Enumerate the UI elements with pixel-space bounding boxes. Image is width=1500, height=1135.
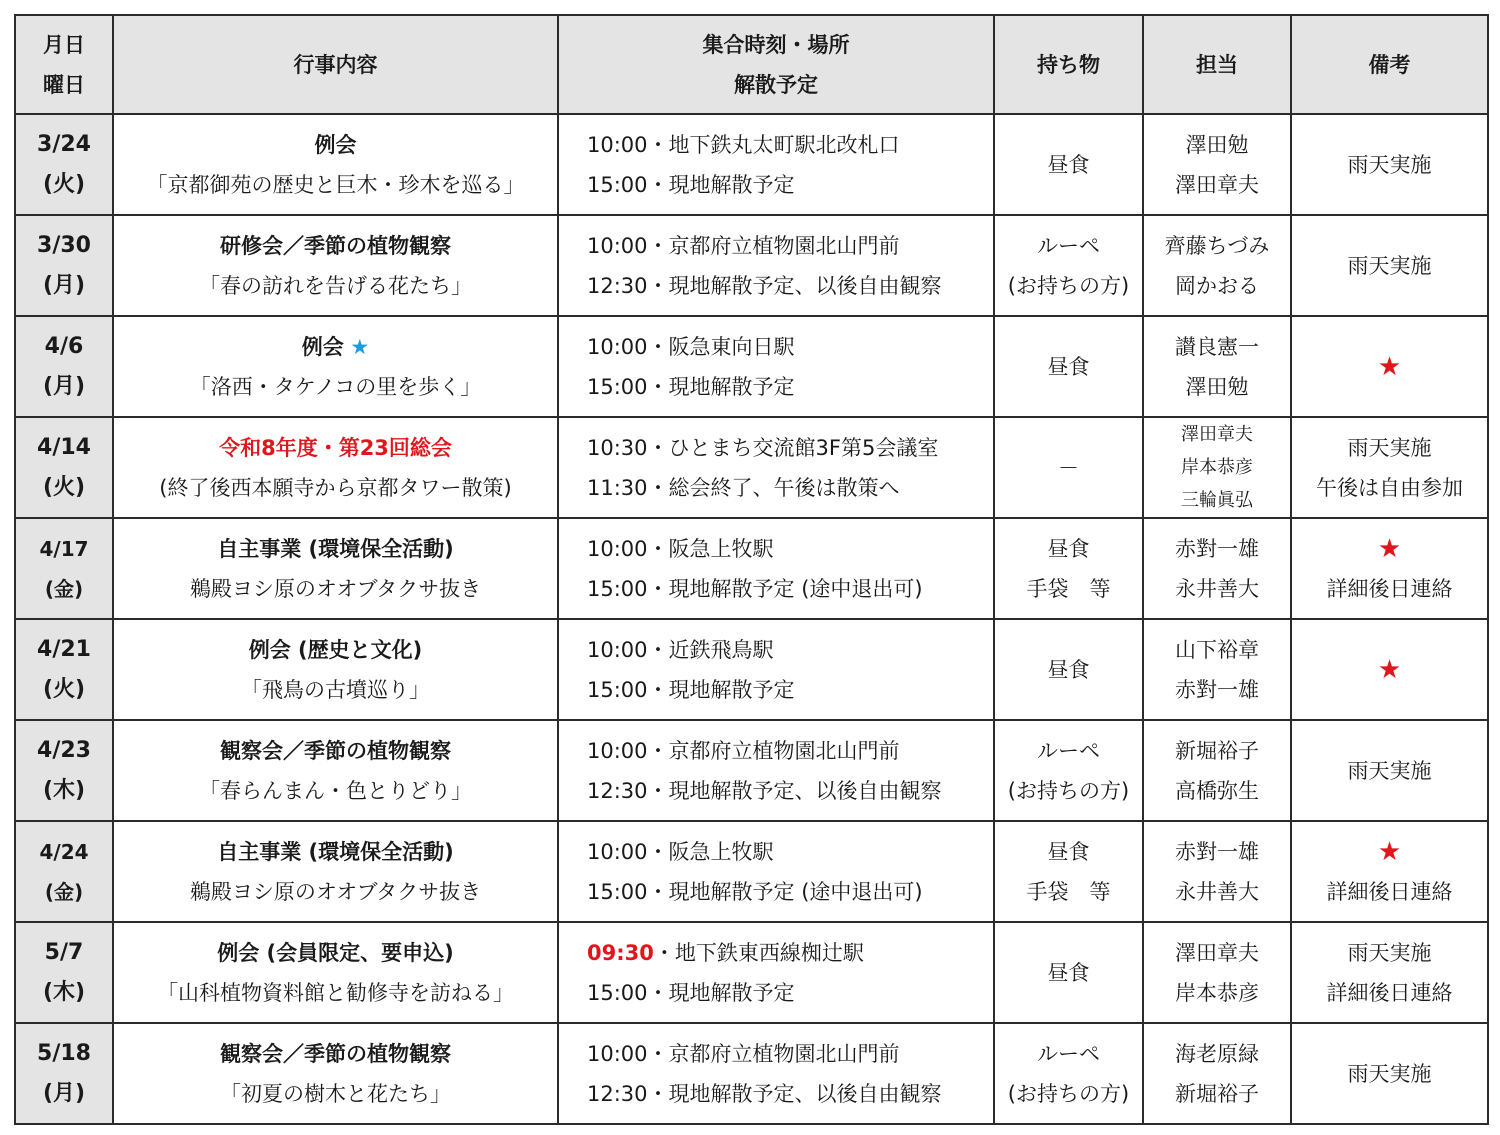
item: 昼食 — [1047, 354, 1090, 379]
item: 手袋 等 — [1026, 879, 1111, 904]
notes-cell — [1291, 821, 1488, 922]
table-row — [15, 720, 1488, 821]
date-cell — [15, 821, 113, 922]
meeting-cell — [558, 720, 994, 821]
meeting-place: ・京都府立植物園北山門前 — [647, 1041, 900, 1066]
meeting-place: ・京都府立植物園北山門前 — [647, 738, 900, 763]
note: 雨天実施 — [1347, 940, 1432, 965]
header-event: 行事内容 — [113, 15, 558, 114]
event-title: 例会 (歴史と文化) — [248, 637, 423, 662]
event-subtitle: 「飛鳥の古墳巡り」 — [241, 677, 430, 702]
staff-name: 澤田章夫 — [1175, 172, 1259, 197]
header-meeting — [558, 15, 994, 114]
weekday: (木) — [42, 777, 86, 803]
event-cell — [113, 1023, 558, 1124]
staff-name: 岡かおる — [1175, 273, 1259, 298]
table-row — [15, 518, 1488, 619]
event-subtitle: 「初夏の樹木と花たち」 — [220, 1081, 451, 1106]
date: 5/7 — [44, 939, 84, 965]
meeting-cell — [558, 316, 994, 417]
items-cell — [994, 518, 1143, 619]
event-subtitle: 鵜殿ヨシ原のオオブタクサ抜き — [189, 879, 482, 904]
meeting-time: 10:00 — [587, 1041, 648, 1066]
item: ルーペ — [1037, 738, 1100, 763]
staff-name: 赤對一雄 — [1175, 677, 1259, 702]
staff-cell — [1143, 922, 1291, 1023]
date: 4/14 — [37, 434, 91, 460]
event-subtitle: 「洛西・タケノコの里を歩く」 — [189, 374, 482, 399]
meeting-time: 10:00 — [587, 738, 648, 763]
note: 雨天実施 — [1347, 758, 1432, 783]
header-meeting-line1: 集合時刻・場所 — [702, 32, 850, 57]
event-subtitle: (終了後西本願寺から京都タワー散策) — [159, 475, 512, 500]
staff-name: 新堀裕子 — [1175, 738, 1259, 763]
star-icon: ★ — [1377, 533, 1402, 564]
header-items: 持ち物 — [994, 15, 1143, 114]
items-cell — [994, 114, 1143, 215]
staff-name: 赤對一雄 — [1175, 839, 1259, 864]
meeting-time: 10:00 — [587, 839, 648, 864]
meeting-time: 10:00 — [587, 334, 648, 359]
items-cell — [994, 417, 1143, 518]
date-cell — [15, 114, 113, 215]
note: 雨天実施 — [1347, 1061, 1432, 1086]
note: 詳細後日連絡 — [1326, 980, 1453, 1005]
notes-cell — [1291, 316, 1488, 417]
dismiss-note: ・現地解散予定、以後自由観察 — [647, 1081, 942, 1106]
note: 雨天実施 — [1347, 253, 1432, 278]
date: 4/6 — [44, 333, 84, 359]
event-title: 例会 — [314, 132, 357, 157]
weekday: (木) — [42, 979, 86, 1005]
items-cell — [994, 1023, 1143, 1124]
event-title: 例会 (会員限定、要申込) — [217, 940, 454, 965]
meeting-place: ・地下鉄東西線椥辻駅 — [653, 940, 864, 965]
date-cell — [15, 417, 113, 518]
staff-name: 海老原緑 — [1175, 1041, 1259, 1066]
staff-cell — [1143, 619, 1291, 720]
notes-cell — [1291, 1023, 1488, 1124]
event-subtitle: 「山科植物資料館と勧修寺を訪ねる」 — [157, 980, 514, 1005]
item: 昼食 — [1047, 839, 1090, 864]
item: 手袋 等 — [1026, 576, 1111, 601]
date: 4/23 — [37, 737, 91, 763]
item: 昼食 — [1047, 152, 1090, 177]
notes-cell — [1291, 619, 1488, 720]
table-row — [15, 922, 1488, 1023]
notes-cell — [1291, 215, 1488, 316]
dismiss-time: 12:30 — [587, 1081, 648, 1106]
staff-name: 永井善大 — [1175, 879, 1259, 904]
staff-name: 澤田勉 — [1185, 374, 1249, 399]
staff-cell — [1143, 215, 1291, 316]
dismiss-note: ・総会終了、午後は散策へ — [647, 475, 900, 500]
date-cell — [15, 316, 113, 417]
dismiss-note: ・現地解散予定 (途中退出可) — [647, 879, 923, 904]
dismiss-time: 15:00 — [587, 980, 648, 1005]
notes-cell — [1291, 518, 1488, 619]
item: 昼食 — [1047, 960, 1090, 985]
items-cell — [994, 215, 1143, 316]
staff-name: 岸本恭彦 — [1175, 980, 1259, 1005]
dismiss-time: 12:30 — [587, 273, 648, 298]
staff-name: 三輪眞弘 — [1181, 490, 1253, 511]
weekday: (月) — [42, 272, 86, 298]
event-subtitle: 「京都御苑の歴史と巨木・珍木を巡る」 — [146, 172, 525, 197]
staff-cell — [1143, 1023, 1291, 1124]
note: 詳細後日連絡 — [1326, 576, 1453, 601]
meeting-place: ・京都府立植物園北山門前 — [647, 233, 900, 258]
dismiss-time: 15:00 — [587, 374, 648, 399]
dismiss-note: ・現地解散予定 (途中退出可) — [647, 576, 923, 601]
staff-name: 赤對一雄 — [1175, 536, 1259, 561]
weekday: (火) — [42, 171, 86, 197]
dismiss-note: ・現地解散予定 — [647, 677, 795, 702]
table-row — [15, 1023, 1488, 1124]
meeting-cell — [558, 1023, 994, 1124]
event-cell — [113, 215, 558, 316]
note: 午後は自由参加 — [1316, 475, 1463, 500]
notes-cell — [1291, 114, 1488, 215]
date-cell — [15, 215, 113, 316]
header-notes: 備考 — [1291, 15, 1488, 114]
meeting-place: ・ひとまち交流館3F第5会議室 — [647, 435, 939, 460]
dismiss-note: ・現地解散予定、以後自由観察 — [647, 273, 942, 298]
meeting-time: 10:00 — [587, 637, 648, 662]
meeting-cell — [558, 619, 994, 720]
meeting-time: 10:00 — [587, 536, 648, 561]
event-title: 令和8年度・第23回総会 — [219, 435, 452, 460]
event-cell — [113, 518, 558, 619]
meeting-cell — [558, 518, 994, 619]
staff-cell — [1143, 417, 1291, 518]
staff-cell — [1143, 720, 1291, 821]
table-row — [15, 821, 1488, 922]
event-cell — [113, 922, 558, 1023]
star-icon: ★ — [1377, 836, 1402, 867]
header-meeting-line2: 解散予定 — [734, 72, 818, 97]
staff-name: 永井善大 — [1175, 576, 1259, 601]
dismiss-note: ・現地解散予定、以後自由観察 — [647, 778, 942, 803]
dismiss-time: 15:00 — [587, 576, 648, 601]
weekday: (火) — [42, 474, 86, 500]
staff-name: 新堀裕子 — [1175, 1081, 1259, 1106]
staff-name: 岸本恭彦 — [1181, 457, 1253, 478]
date-cell — [15, 922, 113, 1023]
meeting-place: ・近鉄飛鳥駅 — [647, 637, 774, 662]
notes-cell — [1291, 922, 1488, 1023]
item: ルーペ — [1037, 1041, 1100, 1066]
schedule-table — [14, 14, 1489, 1125]
staff-cell — [1143, 518, 1291, 619]
items-cell — [994, 922, 1143, 1023]
weekday: (金) — [44, 879, 84, 904]
weekday: (火) — [42, 676, 86, 702]
dismiss-time: 12:30 — [587, 778, 648, 803]
meeting-place: ・阪急上牧駅 — [647, 536, 774, 561]
item: (お持ちの方) — [1007, 1081, 1130, 1106]
notes-cell — [1291, 720, 1488, 821]
meeting-cell — [558, 215, 994, 316]
event-cell — [113, 316, 558, 417]
event-subtitle: 「春らんまん・色とりどり」 — [199, 778, 472, 803]
staff-name: 山下裕章 — [1175, 637, 1259, 662]
staff-name: 澤田章夫 — [1175, 940, 1259, 965]
event-subtitle: 「春の訪れを告げる花たち」 — [199, 273, 472, 298]
item: 昼食 — [1047, 536, 1090, 561]
event-cell — [113, 720, 558, 821]
meeting-time: 10:30 — [587, 435, 648, 460]
meeting-time: 10:00 — [587, 233, 648, 258]
event-cell — [113, 821, 558, 922]
items-cell — [994, 316, 1143, 417]
header-staff: 担当 — [1143, 15, 1291, 114]
dismiss-note: ・現地解散予定 — [647, 374, 795, 399]
weekday: (月) — [42, 373, 86, 399]
date: 3/24 — [37, 131, 91, 157]
date: 5/18 — [37, 1040, 91, 1066]
event-cell — [113, 619, 558, 720]
event-cell — [113, 417, 558, 518]
notes-cell — [1291, 417, 1488, 518]
meeting-cell — [558, 114, 994, 215]
meeting-cell — [558, 821, 994, 922]
date-cell — [15, 720, 113, 821]
header-row — [15, 15, 1488, 114]
dismiss-time: 11:30 — [587, 475, 648, 500]
item: － — [1058, 455, 1079, 480]
table-row — [15, 619, 1488, 720]
weekday: (金) — [44, 576, 84, 601]
item: (お持ちの方) — [1007, 778, 1130, 803]
header-date-line2: 曜日 — [43, 72, 85, 97]
dismiss-time: 15:00 — [587, 879, 648, 904]
staff-cell — [1143, 316, 1291, 417]
date: 4/17 — [39, 536, 89, 561]
date: 4/21 — [37, 636, 91, 662]
items-cell — [994, 821, 1143, 922]
event-title: 研修会／季節の植物観察 — [220, 233, 451, 258]
event-title: 観察会／季節の植物観察 — [220, 1041, 451, 1066]
event-title: 観察会／季節の植物観察 — [220, 738, 451, 763]
header-date-line1: 月日 — [43, 32, 85, 57]
header-date — [15, 15, 113, 114]
dismiss-note: ・現地解散予定 — [647, 980, 795, 1005]
meeting-place: ・地下鉄丸太町駅北改札口 — [647, 132, 900, 157]
staff-name: 讃良憲一 — [1175, 334, 1259, 359]
meeting-cell — [558, 922, 994, 1023]
note: 詳細後日連絡 — [1326, 879, 1453, 904]
event-cell — [113, 114, 558, 215]
star-icon: ★ — [1377, 654, 1402, 685]
note: 雨天実施 — [1347, 152, 1432, 177]
table-row — [15, 316, 1488, 417]
meeting-time: 09:30 — [587, 940, 654, 965]
event-title: 例会 — [301, 334, 344, 359]
table-row — [15, 417, 1488, 518]
meeting-place: ・阪急東向日駅 — [647, 334, 795, 359]
items-cell — [994, 720, 1143, 821]
staff-name: 澤田勉 — [1185, 132, 1249, 157]
schedule-table-wrapper — [14, 14, 1489, 1125]
date: 3/30 — [37, 232, 91, 258]
staff-cell — [1143, 114, 1291, 215]
dismiss-time: 15:00 — [587, 677, 648, 702]
dismiss-time: 15:00 — [587, 172, 648, 197]
star-icon: ★ — [1377, 351, 1402, 382]
dismiss-note: ・現地解散予定 — [647, 172, 795, 197]
event-subtitle: 鵜殿ヨシ原のオオブタクサ抜き — [189, 576, 482, 601]
meeting-place: ・阪急上牧駅 — [647, 839, 774, 864]
staff-name: 高橋弥生 — [1175, 778, 1259, 803]
date: 4/24 — [39, 839, 89, 864]
staff-name: 齊藤ちづみ — [1164, 233, 1270, 258]
table-row — [15, 215, 1488, 316]
item: ルーペ — [1037, 233, 1100, 258]
date-cell — [15, 619, 113, 720]
star-icon: ★ — [350, 334, 370, 359]
event-title: 自主事業 (環境保全活動) — [217, 536, 454, 561]
meeting-cell — [558, 417, 994, 518]
note: 雨天実施 — [1347, 435, 1432, 460]
date-cell — [15, 518, 113, 619]
weekday: (月) — [42, 1080, 86, 1106]
staff-name: 澤田章夫 — [1181, 424, 1253, 445]
staff-cell — [1143, 821, 1291, 922]
meeting-time: 10:00 — [587, 132, 648, 157]
item: (お持ちの方) — [1007, 273, 1130, 298]
items-cell — [994, 619, 1143, 720]
date-cell — [15, 1023, 113, 1124]
table-row — [15, 114, 1488, 215]
item: 昼食 — [1047, 657, 1090, 682]
event-title: 自主事業 (環境保全活動) — [217, 839, 454, 864]
